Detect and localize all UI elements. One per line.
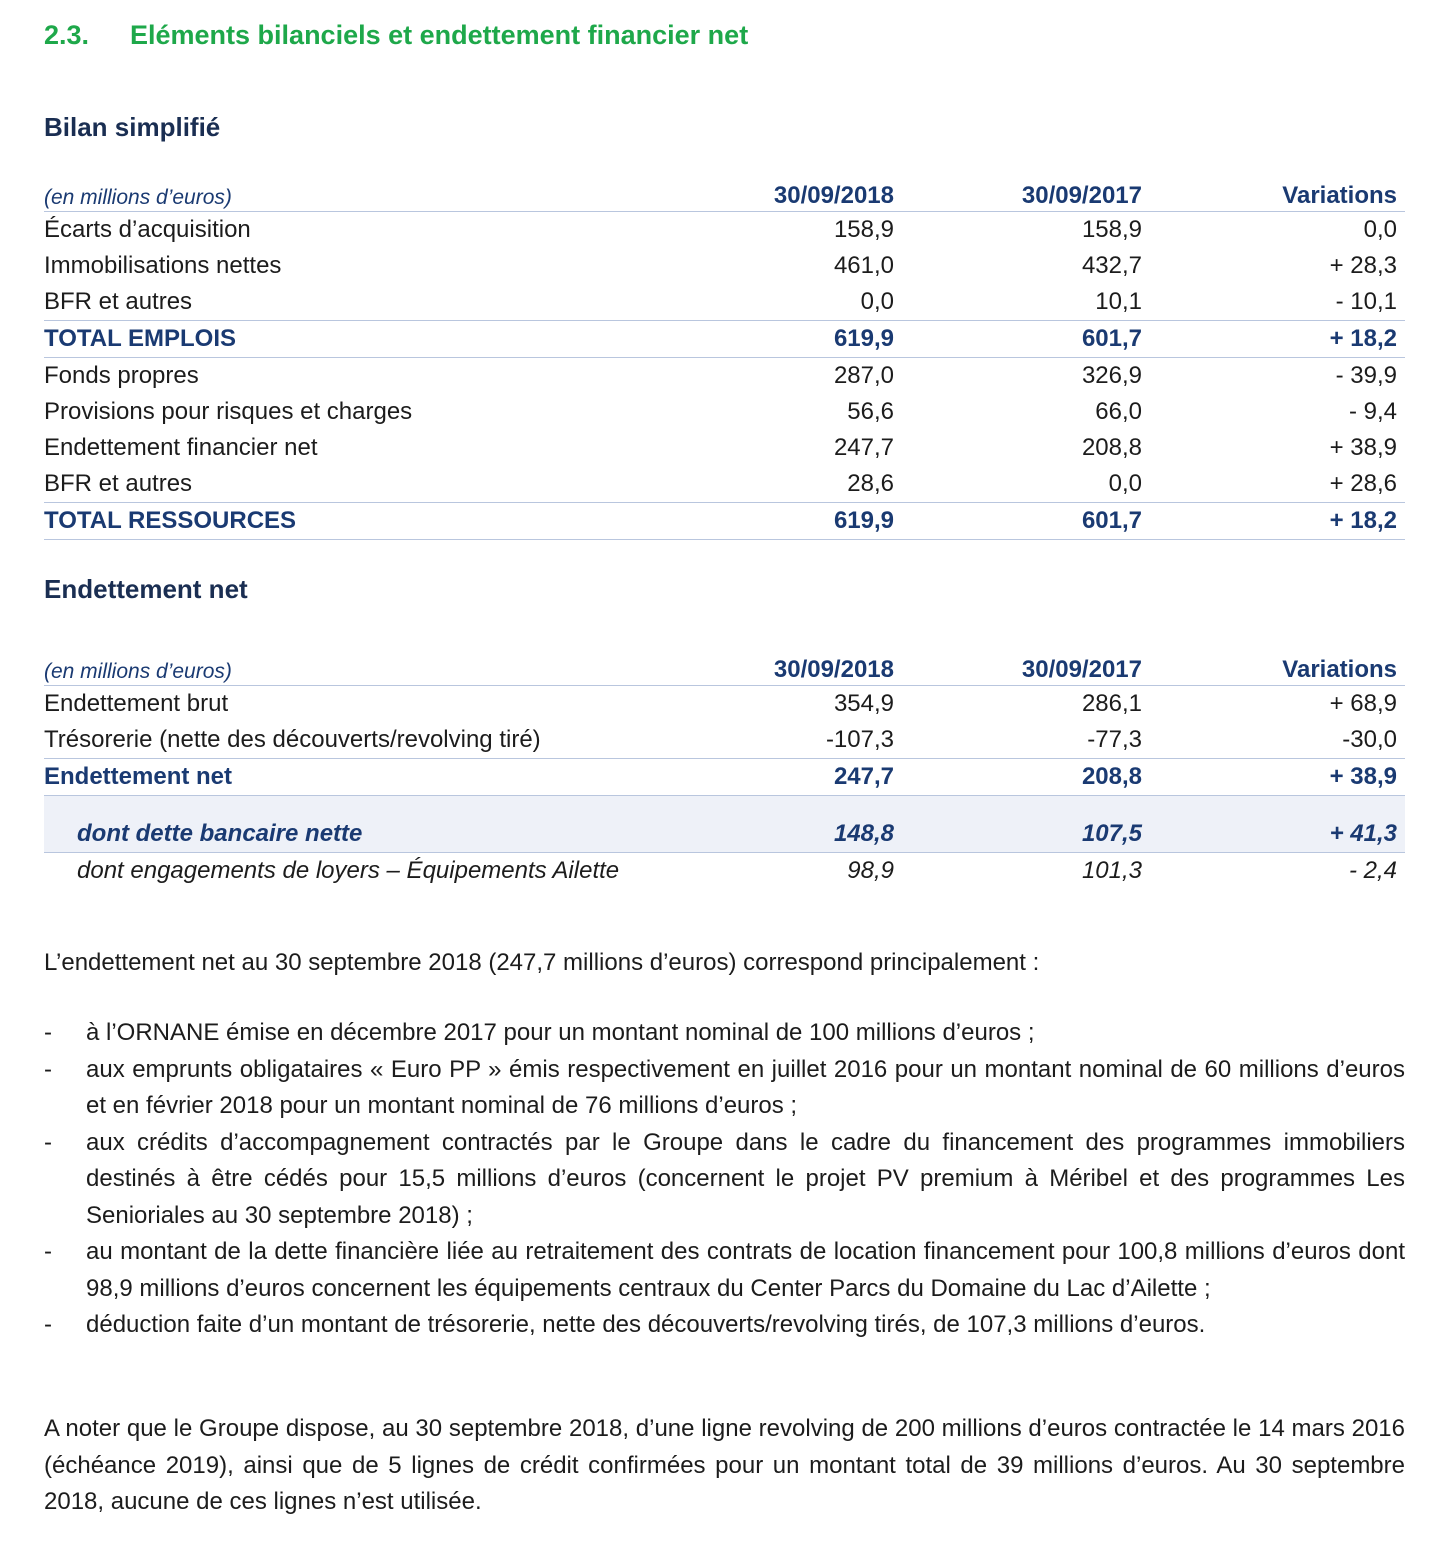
value-2017: 208,8 [902,759,1150,796]
endettement-unit-header: (en millions d’euros) [44,654,664,686]
value-2017: 432,7 [1081,252,1142,279]
row-label: Provisions pour risques et charges [44,398,413,425]
value-2017: 326,9 [1081,362,1142,389]
bilan-header-2017: 30/09/2017 [902,180,1150,212]
bullet-list [44,1015,1405,1344]
row-label: TOTAL RESSOURCES [44,503,664,540]
list-item-text: déduction faite d’un montant de trésorerie, nette des découverts/revolving tirés, de 107,3 millions d’euros. [86,1311,1206,1338]
list-item [44,1307,1405,1344]
value-variation: + 38,9 [1150,759,1405,796]
value-2018: 28,6 [847,470,894,497]
value-2018: 461,0 [833,252,894,279]
dash-marker: - [44,1238,52,1265]
list-item [44,1234,1405,1307]
endettement-header-row [44,654,1405,686]
table-row [44,722,1405,759]
row-label: dont engagements de loyers – Équipements Ailette [77,857,620,884]
value-variation: + 28,3 [1329,252,1397,279]
row-label: Immobilisations nettes [44,252,282,279]
value-variation: - 9,4 [1348,398,1397,425]
table-row [44,248,1405,284]
value-2018: 354,9 [833,690,894,717]
section-heading [44,20,748,51]
value-2017: 0,0 [1108,470,1142,497]
list-item [44,1052,1405,1125]
value-2018: 619,9 [664,503,902,540]
row-label: Endettement financier net [44,434,318,461]
value-2018: -107,3 [825,726,894,753]
value-2018: 287,0 [833,362,894,389]
value-2018: 98,9 [847,857,894,884]
bilan-header-2018: 30/09/2018 [664,180,902,212]
value-variation: + 68,9 [1329,690,1397,717]
dash-marker: - [44,1019,52,1046]
value-2017: 208,8 [1081,434,1142,461]
dash-marker: - [44,1055,52,1083]
value-2018: 148,8 [664,816,902,853]
value-2018: 56,6 [847,398,894,425]
row-label: Écarts d’acquisition [44,216,251,243]
bilan-table [44,180,1405,540]
row-label: Endettement net [44,759,664,796]
engagements-loyers-row [44,853,1405,890]
dash-marker: - [44,1311,52,1338]
value-variation: - 2,4 [1348,857,1397,884]
value-2017: -77,3 [1087,726,1142,753]
endettement-net-row [44,759,1405,796]
value-2017: 601,7 [902,503,1150,540]
endettement-header-variations: Variations [1150,654,1405,686]
list-item-text: aux emprunts obligataires « Euro PP » émis respectivement en juillet 2016 pour un montant nominal de 60 millions d’euros et en février 2018 pour un montant nominal de 76 millions d’euros ; [86,1055,1405,1119]
dash-marker: - [44,1128,52,1156]
value-variation: + 18,2 [1150,321,1405,358]
bilan-header-variations: Variations [1150,180,1405,212]
spacer-row [44,796,1405,817]
row-label: BFR et autres [44,470,193,497]
table-row [44,284,1405,321]
row-label: dont dette bancaire nette [44,816,664,853]
endettement-title: Endettement net [44,574,248,604]
section-title: Eléments bilanciels et endettement financier net [130,20,749,50]
bilan-unit-header: (en millions d’euros) [44,180,664,212]
intro-paragraph: L’endettement net au 30 septembre 2018 (247,7 millions d’euros) correspond principalement : [44,949,1040,976]
row-label: TOTAL EMPLOIS [44,321,664,358]
value-variation: + 41,3 [1150,816,1405,853]
value-variation: - 10,1 [1335,288,1397,315]
bilan-header-row [44,180,1405,212]
row-label: Trésorerie (nette des découverts/revolving tiré) [44,726,541,753]
table-row [44,686,1405,723]
value-2018: 247,7 [664,759,902,796]
value-2017: 158,9 [1081,216,1142,243]
list-item-text: aux crédits d’accompagnement contractés par le Groupe dans le cadre du financement des programmes immobiliers destinés à être cédés pour 15,5 millions d’euros (concernent le projet PV premium à Méribel et des programmes Les Senioriales au 30 septembre 2018) ; [86,1128,1405,1229]
value-2017: 601,7 [902,321,1150,358]
value-2017: 101,3 [1081,857,1142,884]
bilan-title: Bilan simplifié [44,112,221,142]
value-2017: 66,0 [1095,398,1142,425]
value-variation: - 39,9 [1335,362,1397,389]
value-2018: 247,7 [833,434,894,461]
note-paragraph: A noter que le Groupe dispose, au 30 septembre 2018, d’une ligne revolving de 200 millions d’euros contractée le 14 mars 2016 (échéance 2019), ainsi que de 5 lignes de crédit confirmées pour un montant total de 39 millions d’euros. Au 30 septembre 2018, aucune de ces lignes n’est utilisée. [44,1415,1405,1515]
value-variation: + 38,9 [1329,434,1397,461]
list-item-text: au montant de la dette financière liée au retraitement des contrats de location financement pour 100,8 millions d’euros dont 98,9 millions d’euros concernent les équipements centraux du Center Parcs du Domaine du Lac d’Ailette ; [86,1238,1405,1302]
endettement-header-2017: 30/09/2017 [902,654,1150,686]
row-label: BFR et autres [44,288,193,315]
value-2018: 619,9 [664,321,902,358]
value-2018: 158,9 [833,216,894,243]
list-item-text: à l’ORNANE émise en décembre 2017 pour un montant nominal de 100 millions d’euros ; [86,1019,1035,1046]
table-row [44,466,1405,503]
table-row [44,358,1405,395]
table-row [44,430,1405,466]
table-row [44,212,1405,249]
value-2017: 286,1 [1081,690,1142,717]
endettement-header-2018: 30/09/2018 [664,654,902,686]
total-emplois-row [44,321,1405,358]
endettement-table [44,654,1405,889]
section-number: 2.3. [44,20,90,50]
value-2018: 0,0 [860,288,894,315]
row-label: Endettement brut [44,690,229,717]
value-variation: + 28,6 [1329,470,1397,497]
list-item [44,1015,1405,1052]
row-label: Fonds propres [44,362,199,389]
value-2017: 10,1 [1095,288,1142,315]
dette-bancaire-row [44,816,1405,853]
table-row [44,394,1405,430]
list-item [44,1125,1405,1235]
value-2017: 107,5 [902,816,1150,853]
total-ressources-row [44,503,1405,540]
value-variation: + 18,2 [1150,503,1405,540]
value-variation: 0,0 [1363,216,1397,243]
value-variation: -30,0 [1342,726,1397,753]
